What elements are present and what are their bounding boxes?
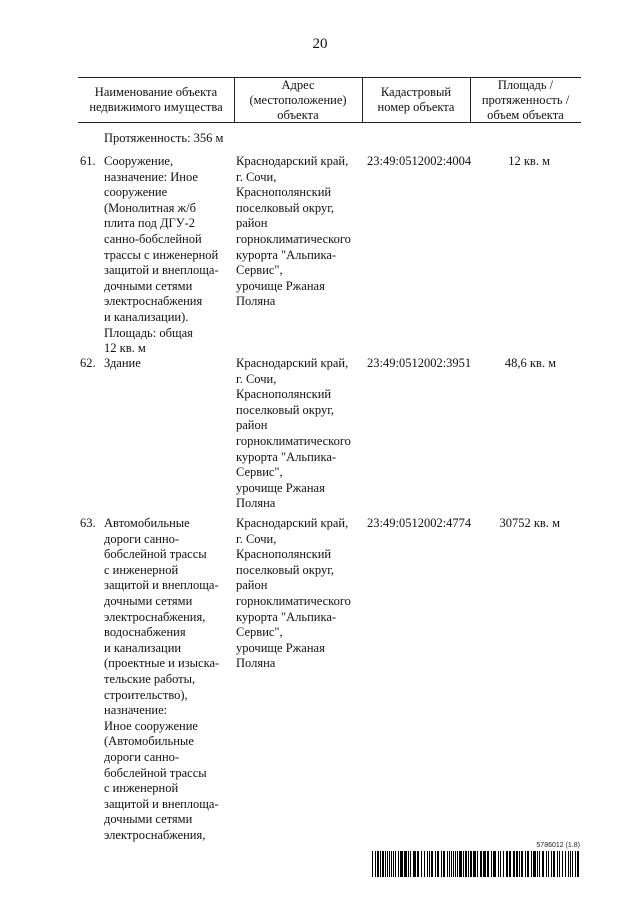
header-line: Наименование объекта — [94, 85, 218, 99]
header-line: недвижимого имущества — [89, 100, 223, 114]
object-name-line: бобслейной трассы — [104, 765, 207, 780]
address-line: район — [236, 216, 268, 231]
object-name-line: дочными сетями — [104, 593, 193, 608]
object-name-line: (Монолитная ж/б — [104, 200, 196, 215]
object-name — [104, 516, 219, 843]
continuation-text: Протяженность: 356 м — [104, 131, 224, 145]
address-line: поселковый округ, — [236, 200, 335, 215]
row-number: 63. — [80, 516, 96, 530]
object-name-line: Площадь: общая — [104, 325, 193, 340]
object-name-line: защитой и внеплоща- — [104, 796, 219, 811]
header-area — [470, 78, 581, 123]
address-line: Сервис", — [236, 625, 283, 640]
address-line: горноклиматического — [236, 593, 351, 608]
address-line: Поляна — [236, 656, 276, 671]
object-name-line: санно-бобслейной — [104, 231, 202, 246]
object-name-line: дороги санно- — [104, 531, 180, 546]
object-area: 30752 кв. м — [499, 516, 560, 530]
object-area: 48,6 кв. м — [504, 356, 556, 370]
address-line: Краснодарский край, — [236, 516, 349, 530]
object-name-line: назначение: — [104, 703, 168, 718]
barcode-caption: 5786012 (1.8) — [536, 842, 580, 849]
object-name-line: электроснабжения, — [104, 827, 206, 842]
object-name-line: строительство), — [104, 687, 188, 702]
object-name-line: (Автомобильные — [104, 734, 194, 749]
object-name-line: тельские работы, — [104, 671, 196, 686]
object-name-line: и канализации — [104, 640, 182, 655]
address-line: курорта "Альпика- — [236, 449, 337, 464]
address-line: горноклиматического — [236, 231, 351, 246]
header-cadastral — [362, 85, 470, 115]
address-line: курорта "Альпика- — [236, 609, 337, 624]
header-line: Площадь / — [497, 78, 554, 92]
header-line: протяженность / — [481, 93, 570, 107]
object-name-line: защитой и внеплоща- — [104, 263, 219, 278]
address-line: курорта "Альпика- — [236, 247, 337, 262]
address-line: Краснополянский — [236, 547, 332, 562]
object-area: 12 кв. м — [508, 154, 550, 168]
address-line: Краснополянский — [236, 185, 332, 200]
address-line: поселковый округ, — [236, 402, 335, 417]
object-name-line: защитой и внеплоща- — [104, 578, 219, 593]
header-line: номер объекта — [377, 100, 455, 114]
object-address — [236, 356, 351, 512]
object-name-line: (проектные и изыска- — [104, 656, 220, 671]
object-address — [236, 154, 351, 310]
address-line: Сервис", — [236, 263, 283, 278]
object-name-line: Иное сооружение — [104, 718, 198, 733]
object-name-line: дороги санно- — [104, 749, 180, 764]
object-name — [104, 356, 141, 372]
header-name — [78, 85, 234, 115]
cadastral-number: 23:49:0512002:3951 — [367, 356, 472, 370]
address-line: поселковый округ, — [236, 562, 335, 577]
object-name-line: бобслейной трассы — [104, 547, 207, 562]
address-line: урочище Ржаная — [236, 278, 325, 293]
address-line: г. Сочи, — [236, 371, 277, 386]
object-name-line: дочными сетями — [104, 278, 193, 293]
object-name-line: и канализации). — [104, 309, 189, 324]
header-line: Кадастровый — [380, 85, 452, 99]
address-line: Краснополянский — [236, 387, 332, 402]
object-name-line: с инженерной — [104, 562, 179, 577]
address-line: Поляна — [236, 496, 276, 511]
object-name-line: Здание — [104, 356, 141, 370]
header-line: объекта — [277, 108, 319, 122]
object-name-line: сооружение — [104, 185, 168, 200]
barcode-icon — [372, 851, 580, 877]
page-number: 20 — [312, 36, 328, 52]
document-barcode — [372, 842, 580, 878]
row-number: 61. — [80, 154, 96, 168]
object-name-line: Сооружение, — [104, 154, 174, 168]
cadastral-number: 23:49:0512002:4004 — [367, 154, 472, 168]
object-name-line: плита под ДГУ-2 — [104, 216, 195, 231]
header-line: объем объекта — [487, 108, 564, 122]
address-line: г. Сочи, — [236, 169, 277, 184]
object-name-line: дочными сетями — [104, 812, 193, 827]
header-line: Адрес — [281, 78, 315, 92]
cadastral-number: 23:49:0512002:4774 — [367, 516, 472, 530]
address-line: район — [236, 578, 268, 593]
address-line: Поляна — [236, 294, 276, 309]
address-line: урочище Ржаная — [236, 480, 325, 495]
object-name-line: электроснабжения — [104, 294, 203, 309]
address-line: Сервис", — [236, 465, 283, 480]
object-name-line: Автомобильные — [104, 516, 190, 530]
object-name-line: электроснабжения, — [104, 609, 206, 624]
object-address — [236, 516, 351, 672]
address-line: Краснодарский край, — [236, 154, 349, 168]
header-line: (местоположение) — [249, 93, 347, 107]
object-name-line: трассы с инженерной — [104, 247, 219, 262]
header-address — [234, 78, 362, 123]
object-name-line: водоснабжения — [104, 625, 186, 640]
address-line: г. Сочи, — [236, 531, 277, 546]
object-name-line: назначение: Иное — [104, 169, 198, 184]
row-number: 62. — [80, 356, 96, 370]
object-name-line: 12 кв. м — [104, 341, 146, 356]
object-name — [104, 154, 219, 357]
object-name-line: с инженерной — [104, 781, 179, 796]
address-line: горноклиматического — [236, 433, 351, 448]
address-line: урочище Ржаная — [236, 640, 325, 655]
address-line: Краснодарский край, — [236, 356, 349, 370]
address-line: район — [236, 418, 268, 433]
